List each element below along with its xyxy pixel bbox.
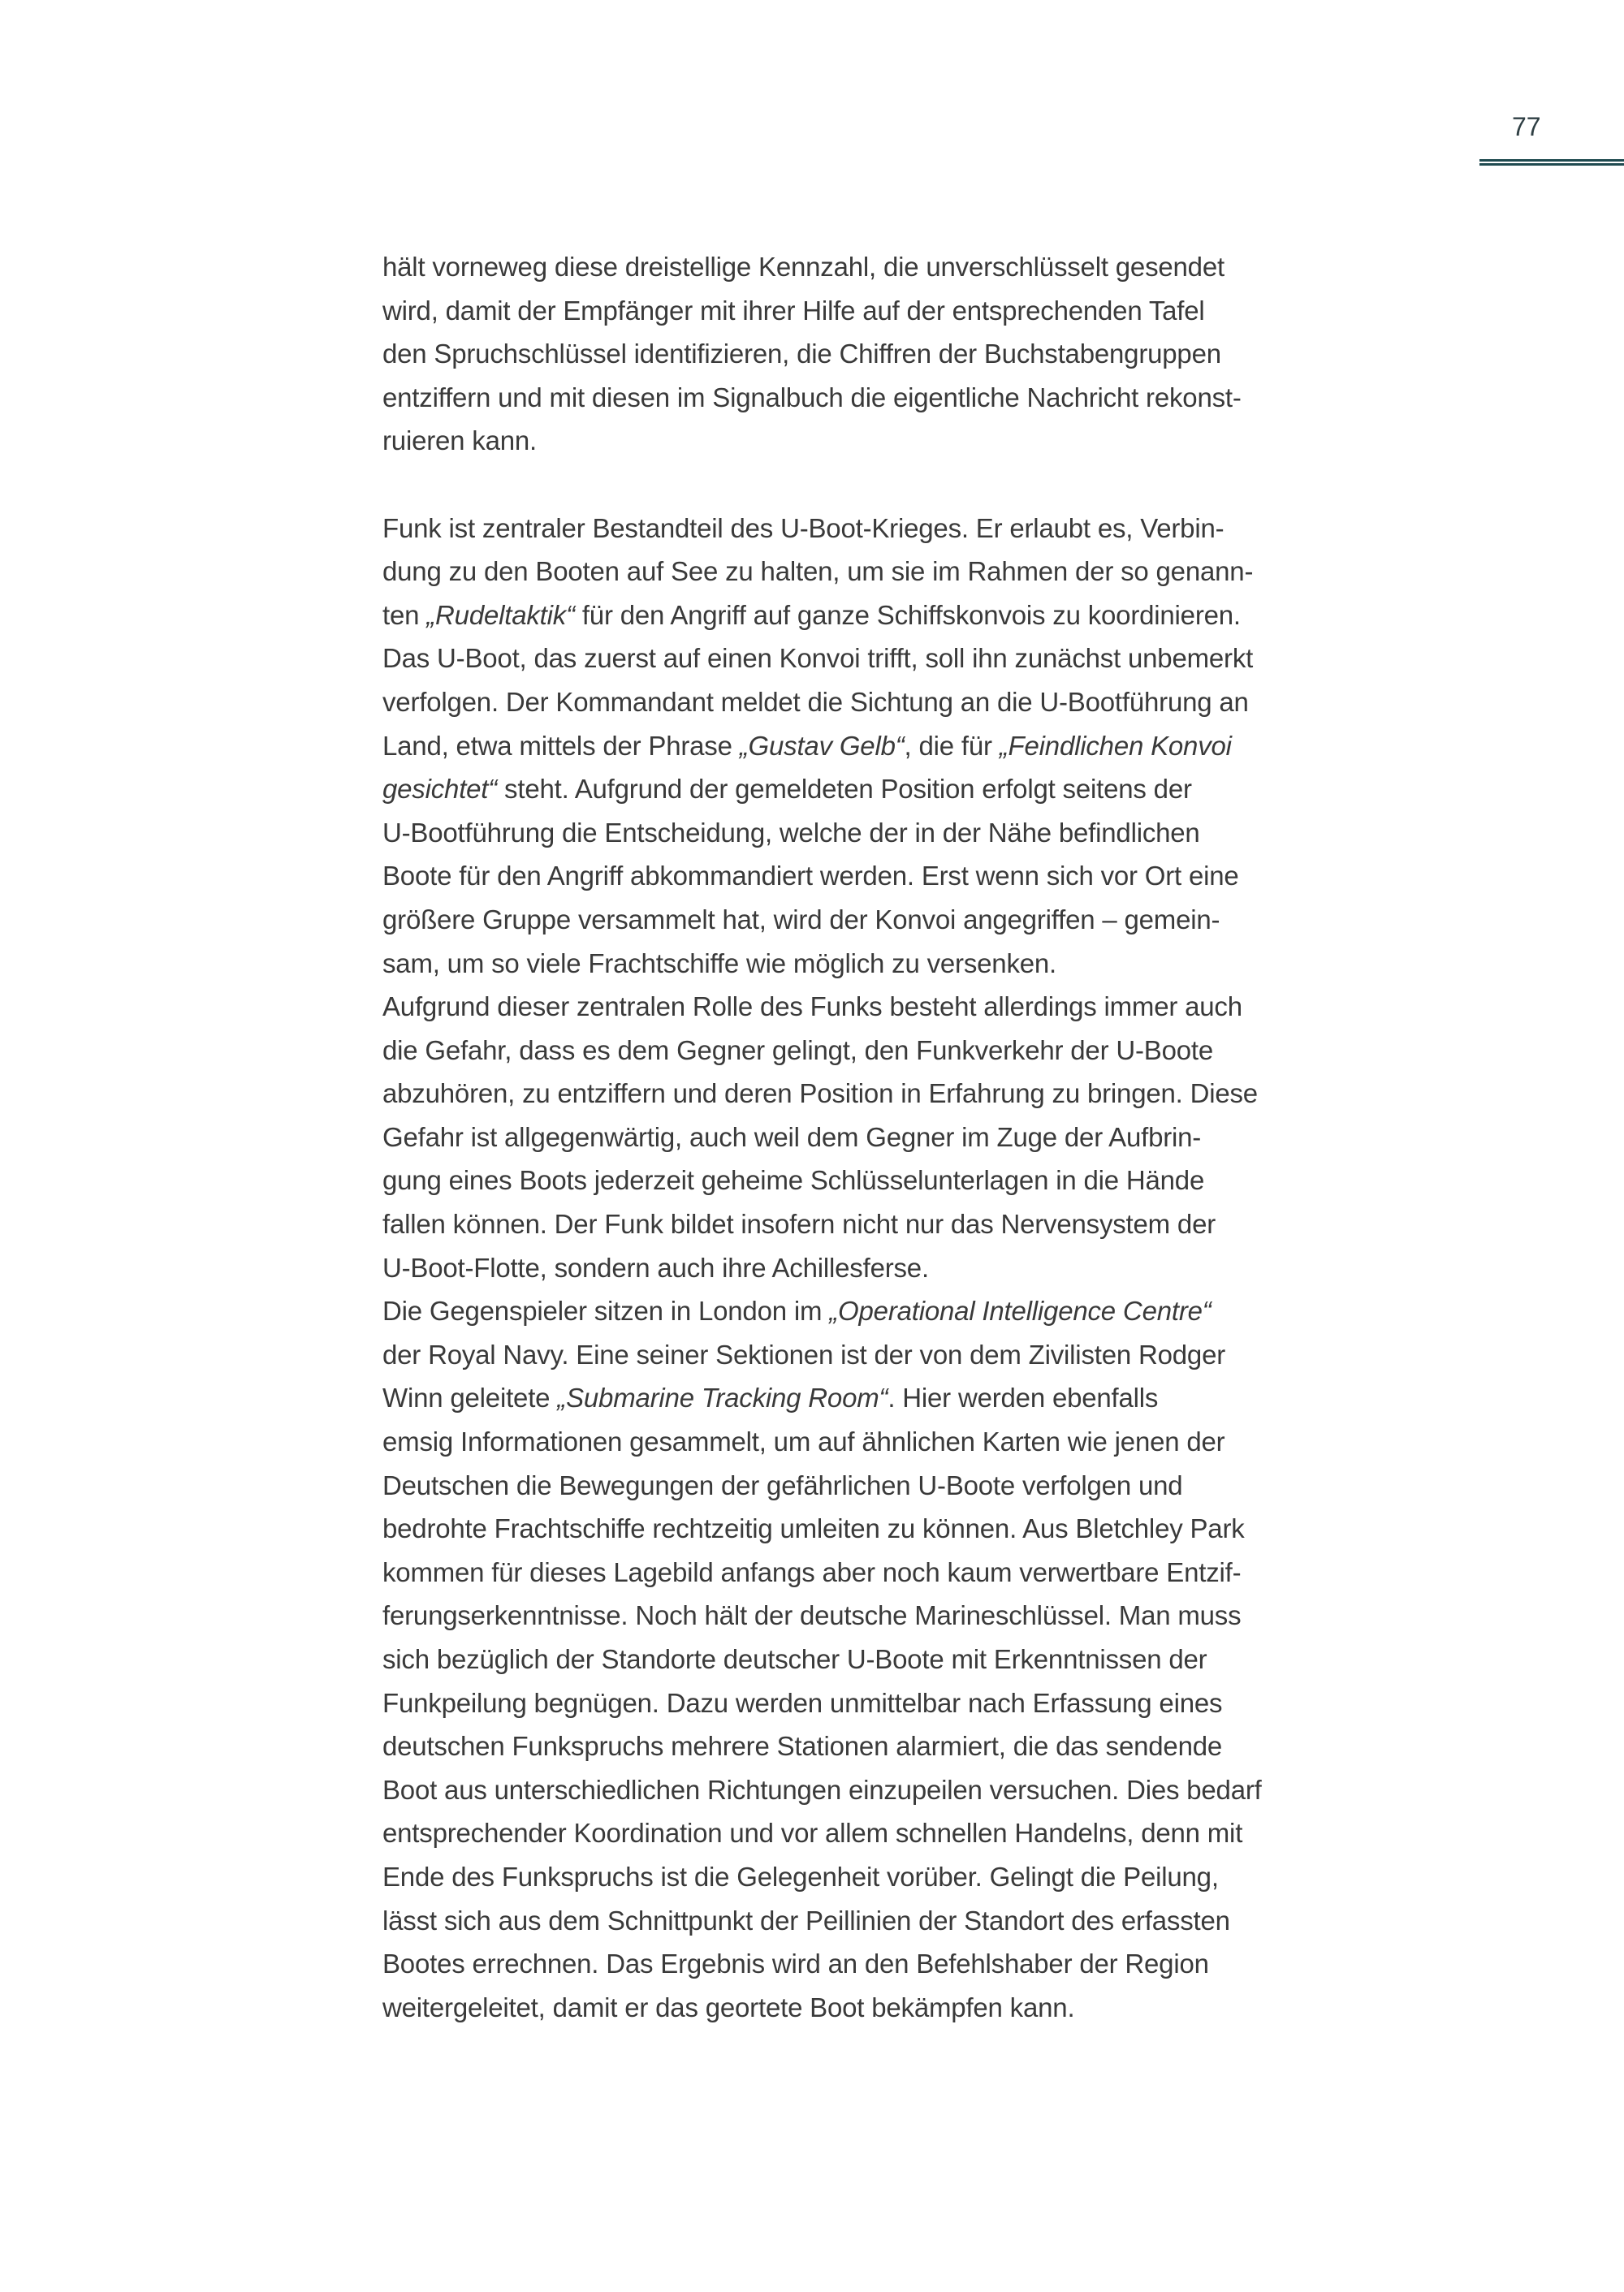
text-line bbox=[382, 1551, 1462, 1595]
italic-text: „Feindlichen Konvoi bbox=[999, 730, 1232, 761]
text-segment: U-Boot-Flotte, sondern auch ihre Achillesferse. bbox=[382, 1252, 929, 1283]
text-line bbox=[382, 1899, 1462, 1943]
text-segment: gung eines Boots jederzeit geheime Schlüsselunterlagen in die Hände bbox=[382, 1165, 1205, 1196]
text-segment: verfolgen. Der Kommandant meldet die Sichtung an die U-Bootführung an bbox=[382, 686, 1249, 717]
text-segment: , die für bbox=[904, 730, 1000, 761]
italic-text: gesichtet“ bbox=[382, 774, 498, 805]
text-segment: steht. Aufgrund der gemeldeten Position erfolgt seitens der bbox=[497, 774, 1192, 805]
text-line bbox=[382, 1594, 1462, 1638]
text-line bbox=[382, 550, 1462, 594]
text-line bbox=[382, 1116, 1462, 1159]
text-line bbox=[382, 1246, 1462, 1290]
text-line bbox=[382, 594, 1462, 637]
text-segment: der Royal Navy. Eine seiner Sektionen ist der von dem Zivilisten Rodger bbox=[382, 1339, 1226, 1370]
text-segment: entsprechender Koordination und vor allem schnellen Handelns, denn mit bbox=[382, 1818, 1243, 1849]
italic-text: „Submarine Tracking Room“ bbox=[557, 1383, 888, 1414]
italic-text: „Gustav Gelb“ bbox=[739, 730, 905, 761]
text-segment: entziffern und mit diesen im Signalbuch die eigentliche Nachricht rekonst- bbox=[382, 382, 1242, 412]
text-line bbox=[382, 1376, 1462, 1420]
text-line bbox=[382, 507, 1462, 550]
page-number: 77 bbox=[1512, 112, 1541, 141]
text-line bbox=[382, 1811, 1462, 1855]
text-segment: ten bbox=[382, 599, 427, 630]
text-line bbox=[382, 1986, 1462, 2030]
text-line bbox=[382, 724, 1462, 768]
text-line bbox=[382, 1029, 1462, 1073]
text-line bbox=[382, 376, 1462, 420]
text-segment: . Hier werden ebenfalls bbox=[888, 1383, 1159, 1414]
text-line bbox=[382, 1768, 1462, 1812]
text-segment: abzuhören, zu entziffern und deren Position in Erfahrung zu bringen. Diese bbox=[382, 1078, 1258, 1109]
text-line bbox=[382, 1420, 1462, 1464]
text-segment: emsig Informationen gesammelt, um auf ähnlichen Karten wie jenen der bbox=[382, 1427, 1225, 1457]
text-segment: Das U-Boot, das zuerst auf einen Konvoi trifft, soll ihn zunächst unbemerkt bbox=[382, 643, 1254, 674]
text-line bbox=[382, 1159, 1462, 1202]
text-line bbox=[382, 245, 1462, 289]
text-line bbox=[382, 1855, 1462, 1899]
text-segment: dung zu den Booten auf See zu halten, um sie im Rahmen der so genann- bbox=[382, 556, 1254, 587]
text-segment: Land, etwa mittels der Phrase bbox=[382, 730, 740, 761]
text-segment: Funk ist zentraler Bestandteil des U-Boot-Krieges. Er erlaubt es, Verbin- bbox=[382, 512, 1224, 543]
text-segment: fallen können. Der Funk bildet insofern nicht nur das Nervensystem der bbox=[382, 1209, 1216, 1240]
text-segment: größere Gruppe versammelt hat, wird der Konvoi angegriffen – gemein- bbox=[382, 904, 1220, 934]
paragraph-gap bbox=[382, 463, 1462, 507]
text-segment: Boot aus unterschiedlichen Richtungen einzupeilen versuchen. Dies bedarf bbox=[382, 1774, 1262, 1805]
text-line bbox=[382, 332, 1462, 376]
italic-text: „Rudeltaktik“ bbox=[426, 599, 575, 630]
text-line bbox=[382, 898, 1462, 942]
text-line bbox=[382, 1507, 1462, 1551]
text-segment: die Gefahr, dass es dem Gegner gelingt, den Funkverkehr der U-Boote bbox=[382, 1034, 1214, 1065]
text-line bbox=[382, 419, 1462, 463]
text-line bbox=[382, 637, 1462, 680]
text-segment: ruieren kann. bbox=[382, 425, 538, 456]
text-segment: lässt sich aus dem Schnittpunkt der Peillinien der Standort des erfassten bbox=[382, 1905, 1230, 1936]
italic-text: „Operational Intelligence Centre“ bbox=[829, 1296, 1212, 1327]
text-segment: Die Gegenspieler sitzen in London im bbox=[382, 1296, 830, 1327]
text-line bbox=[382, 985, 1462, 1029]
text-line bbox=[382, 1638, 1462, 1681]
text-segment: hält vorneweg diese dreistellige Kennzahl, die unverschlüsselt gesendet bbox=[382, 252, 1224, 282]
text-line bbox=[382, 811, 1462, 855]
text-segment: Bootes errechnen. Das Ergebnis wird an den Befehlshaber der Region bbox=[382, 1949, 1209, 1979]
text-segment: deutschen Funkspruchs mehrere Stationen alarmiert, die das sendende bbox=[382, 1731, 1223, 1762]
text-line bbox=[382, 1942, 1462, 1986]
text-segment: Aufgrund dieser zentralen Rolle des Funks besteht allerdings immer auch bbox=[382, 991, 1242, 1022]
text-segment: sich bezüglich der Standorte deutscher U-Boote mit Erkenntnissen der bbox=[382, 1644, 1207, 1674]
text-line bbox=[382, 1681, 1462, 1725]
text-line bbox=[382, 1072, 1462, 1116]
text-segment: für den Angriff auf ganze Schiffskonvois zu koordinieren. bbox=[574, 599, 1241, 630]
text-line bbox=[382, 854, 1462, 898]
text-line bbox=[382, 1333, 1462, 1377]
text-segment: ferungserkenntnisse. Noch hält der deutsche Marineschlüssel. Man muss bbox=[382, 1600, 1242, 1631]
text-line bbox=[382, 767, 1462, 811]
text-segment: U-Bootführung die Entscheidung, welche der in der Nähe befindlichen bbox=[382, 817, 1200, 848]
text-segment: Winn geleitete bbox=[382, 1383, 558, 1414]
text-segment: wird, damit der Empfänger mit ihrer Hilfe auf der entsprechenden Tafel bbox=[382, 295, 1205, 326]
body-text bbox=[382, 245, 1462, 2029]
text-segment: Deutschen die Bewegungen der gefährlichen U-Boote verfolgen und bbox=[382, 1470, 1183, 1500]
header-rule bbox=[1479, 159, 1624, 166]
text-segment: Funkpeilung begnügen. Dazu werden unmittelbar nach Erfassung eines bbox=[382, 1687, 1223, 1718]
text-line bbox=[382, 680, 1462, 724]
text-segment: kommen für dieses Lagebild anfangs aber noch kaum verwertbare Entzif- bbox=[382, 1556, 1242, 1587]
text-line bbox=[382, 1202, 1462, 1246]
text-line bbox=[382, 942, 1462, 986]
text-segment: Ende des Funkspruchs ist die Gelegenheit vorüber. Gelingt die Peilung, bbox=[382, 1861, 1219, 1892]
text-segment: Boote für den Angriff abkommandiert werden. Erst wenn sich vor Ort eine bbox=[382, 861, 1239, 891]
text-line bbox=[382, 289, 1462, 333]
text-segment: weitergeleitet, damit er das geortete Boot bekämpfen kann. bbox=[382, 1992, 1075, 2022]
text-segment: bedrohte Frachtschiffe rechtzeitig umleiten zu können. Aus Bletchley Park bbox=[382, 1513, 1245, 1544]
text-line bbox=[382, 1724, 1462, 1768]
text-segment: den Spruchschlüssel identifizieren, die Chiffren der Buchstabengruppen bbox=[382, 339, 1221, 369]
text-segment: sam, um so viele Frachtschiffe wie möglich zu versenken. bbox=[382, 947, 1057, 978]
text-line bbox=[382, 1464, 1462, 1508]
text-line bbox=[382, 1289, 1462, 1333]
text-segment: Gefahr ist allgegenwärtig, auch weil dem Gegner im Zuge der Aufbrin- bbox=[382, 1121, 1202, 1152]
